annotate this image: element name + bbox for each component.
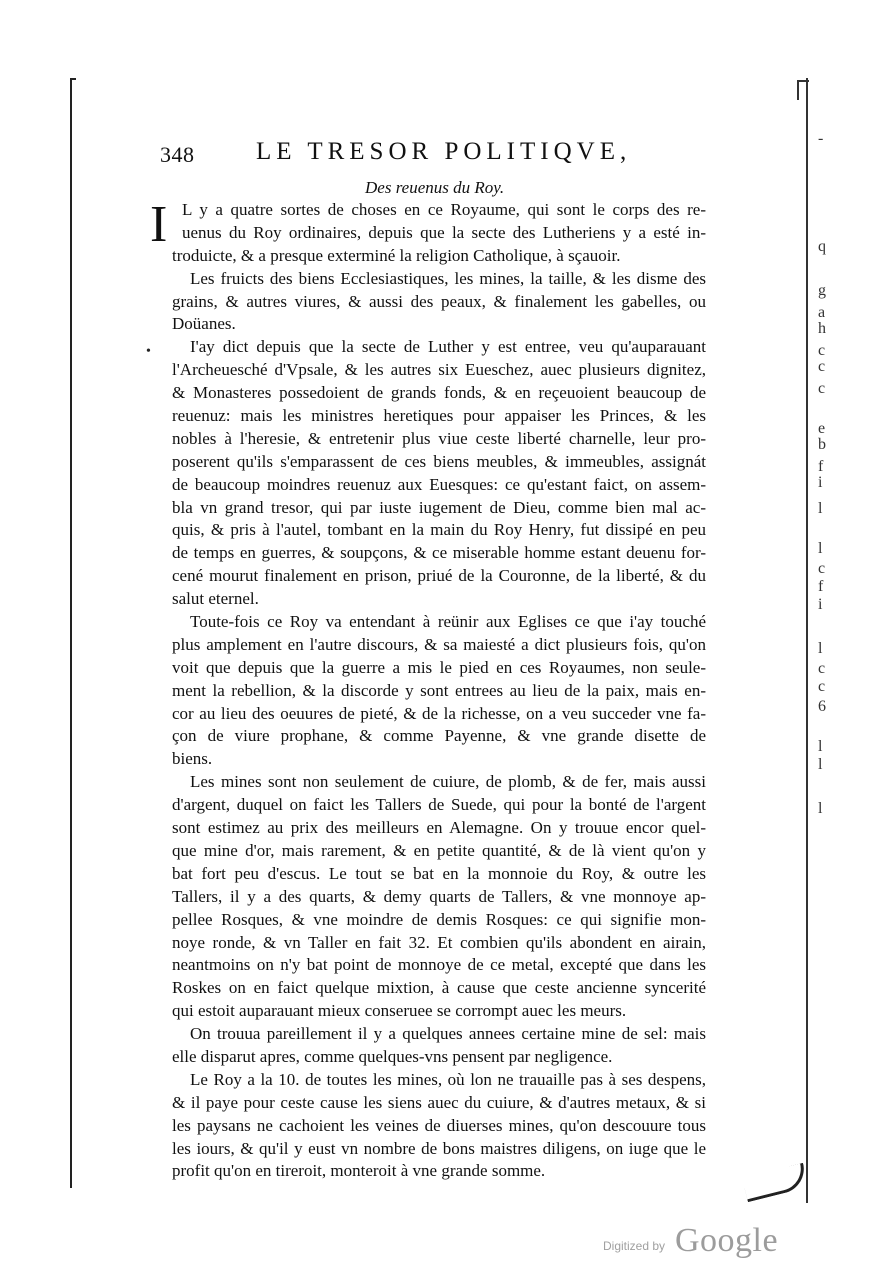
text-line: bla vn grand tresor, qui par iuste iugement de Dieu, comme bien mal ac- (172, 497, 706, 517)
text-line: troduicte, & a presque exterminé la religion Catholique, à sçauoir. (172, 245, 621, 265)
text-line: plus amplement en l'autre discours, & sa maiesté a dict plusieurs fois, qu'on (172, 634, 706, 654)
text-line: elle disparut apres, comme quelques-vns pensent par negligence. (172, 1046, 613, 1066)
drop-cap: I (150, 196, 168, 253)
text-line: L y a quatre sortes de choses en ce Royaume, qui sont le corps des re- (182, 200, 706, 219)
text-line: Les fruicts des biens Ecclesiastiques, les mines, la taille, & les disme des (190, 268, 706, 288)
margin-dot: • (146, 344, 151, 359)
text-line: de beaucoup moindres reuenuz aux Euesques: ce qu'estant faict, on assem- (172, 474, 706, 494)
text-line: Les mines sont non seulement de cuiure, de plomb, & de fer, mais aussi (190, 772, 706, 792)
text-line: Roskes on en faict quelque mixtion, à cause que ceste ancienne syncerité (172, 978, 706, 998)
text-line: d'argent, duquel on faict les Tallers de Suede, qui pour la bonté de l'argent (172, 795, 706, 815)
section-title: Des reuenus du Roy. (365, 178, 505, 197)
page-corner-mark (797, 80, 809, 100)
text-line: cor au lieu des oeuures de pieté, & de la richesse, on a veu succeder vne fa- (172, 703, 706, 723)
text-line: grains, & autres viures, & aussi des peaux, & finalement les gabelles, ou (172, 291, 706, 311)
text-line: quis, & pris à l'autel, tombant en la main du Roy Henry, fut dissipé en peu (172, 520, 706, 540)
text-line: bat fort peu d'escus. Le tout se bat en la monnoie du Roy, & outre les (172, 863, 706, 883)
text-line: çon de viure prophane, & comme Payenne, & vne grande disette de (172, 726, 706, 746)
text-line: les iours, & qu'il y eust vn nombre de bons maistres diligens, on iuge que le (172, 1138, 706, 1158)
google-logo-text: Google (675, 1222, 779, 1259)
text-line: de temps en guerres, & soupçons, & ce miserable homme estant deuenu for- (172, 543, 706, 563)
text-line: & Monasteres possedoient de grands fonds, & en reçeuoient beaucoup de (172, 383, 706, 403)
text-line: pellee Rosques, & vne moindre de demis Rosques: ce qui signifie mon- (172, 909, 706, 929)
running-header (160, 138, 632, 170)
text-line: Le Roy a la 10. de toutes les mines, où lon ne trauaille pas à ses despens, (190, 1069, 706, 1089)
running-title: LE TRESOR POLITIQVE, (256, 138, 632, 165)
text-line: Tallers, il y a des quarts, & demy quarts de Tallers, & vne monnoye ap- (172, 886, 706, 906)
text-line: neantmoins on n'y bat point de monnoye de ce metal, excepté que dans les (172, 955, 706, 975)
page-edge-left (70, 78, 72, 1188)
text-line: biens. (172, 749, 213, 769)
text-line: l'Archeuesché d'Vpsale, & les autres six Eueschez, auec plusieurs dignitez, (172, 360, 706, 380)
page-edge-top-mark (70, 78, 76, 80)
text-line: ment la rebellion, & la discorde y sont entrees au lieu de la paix, mais en- (172, 680, 706, 700)
text-line: poserent qu'ils s'emparassent de ces biens meubles, & immeubles, assignát (172, 451, 706, 471)
text-line: Toute-fois ce Roy va entendant à reünir aux Eglises ce que i'ay touché (190, 612, 706, 632)
text-line: les paysans ne cachoient les veines de diuerses mines, qu'on descouure tous (172, 1115, 706, 1135)
body-text (172, 199, 706, 1183)
text-line: voit que depuis que la guerre a mis le pied en ces Royaumes, non seule- (172, 657, 706, 677)
text-line: Doüanes. (172, 314, 236, 334)
text-line: que mine d'or, mais rarement, & en petite quantité, & de là vient qu'on y (172, 840, 706, 860)
text-line: profit qu'on en tireroit, monteroit à vne grande somme. (172, 1161, 546, 1181)
text-line: uenus du Roy ordinaires, depuis que la secte des Lutheriens y a esté in- (182, 222, 706, 242)
text-line: & il paye pour ceste cause les siens auec du cuiure, & d'autres metaux, & si (172, 1092, 706, 1112)
text-line: noye ronde, & vn Taller en fait 32. Et combien qu'ils abondent en airain, (172, 932, 706, 952)
text-line: sont estimez au prix des meilleurs en Alemagne. On y trouue encor quel- (172, 818, 706, 838)
text-line: nobles à l'heresie, & entretenir plus viue ceste liberté charnelle, leur pro- (172, 428, 706, 448)
bleed-through-margin: - q g a h c c c e b f i l l c f i l c c 6 l l l (818, 130, 826, 817)
text-line: On trouua pareillement il y a quelques annees certaine mine de sel: mais (190, 1024, 706, 1044)
page-bottom-curl (742, 1163, 809, 1202)
text-line: salut eternel. (172, 589, 259, 609)
text-line: cené mourut finalement en prison, priué de la Couronne, de la liberté, & du (172, 566, 706, 586)
text-line: qui estoit auparauant mieux conseruee se corrompt auec les meurs. (172, 1001, 627, 1021)
page-number: 348 (160, 142, 195, 167)
digitization-watermark (603, 1222, 783, 1262)
watermark-prefix: Digitized by (603, 1239, 666, 1253)
text-line: reuenuz: mais les ministres heretiques pour appaiser les Princes, & les (172, 406, 706, 426)
page-edge-right (806, 78, 808, 1203)
text-line: I'ay dict depuis que la secte de Luther y est entree, veu qu'auparauant (190, 337, 706, 357)
